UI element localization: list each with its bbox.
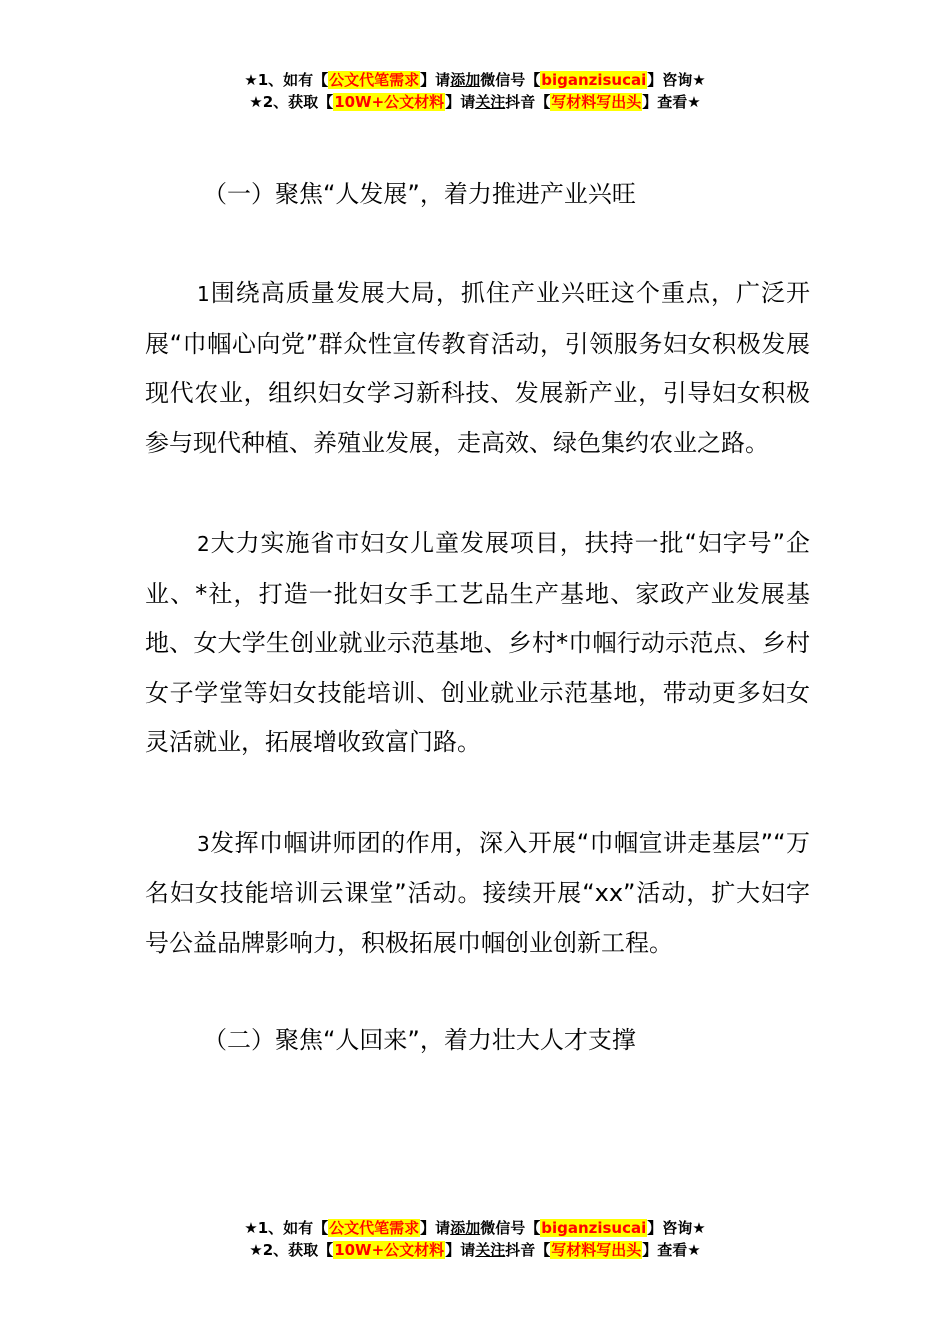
paragraph-3: 3发挥巾帼讲师团的作用，深入开展“巾帼宣讲走基层”“万名妇女技能培训云课堂”活动。接续开展“xx”活动，扩大妇字号公益品牌影响力，积极拓展巾帼创业创新工程。 — [145, 828, 810, 957]
banner-line-1: ★1、如有【公文代笔需求】请添加微信号【biganzisucai】咨询★ — [244, 71, 706, 89]
paragraph-number: 1 — [197, 282, 210, 306]
paragraph-number: 3 — [197, 831, 210, 856]
header-banner — [0, 69, 950, 113]
banner-highlight: 写材料写出头 — [551, 1241, 642, 1259]
banner-highlight: biganzisucai — [541, 1219, 647, 1237]
paragraph-number: 2 — [197, 532, 210, 556]
banner-line-2: ★2、获取【10W+公文材料】请关注抖音【写材料写出头】查看★ — [249, 93, 701, 111]
banner-highlight: 10W+公文材料 — [334, 1241, 445, 1259]
section-heading-1: （一）聚焦“人发展”，着力推进产业兴旺 — [203, 180, 636, 208]
banner-highlight: 写材料写出头 — [551, 93, 642, 111]
document-body — [145, 174, 810, 1060]
paragraph-1: 1围绕高质量发展大局，抓住产业兴旺这个重点，广泛开展“巾帼心向党”群众性宣传教育活动，引领服务妇女积极发展现代农业，组织妇女学习新科技、发展新产业，引导妇女积极参与现代种植、养殖业发展，走高效、绿色集约农业之路。 — [145, 279, 810, 457]
section-heading-2: （二）聚焦“人回来”，着力壮大人才支撑 — [203, 1026, 636, 1054]
banner-highlight: 10W+公文材料 — [334, 93, 445, 111]
paragraph-2: 2大力实施省市妇女儿童发展项目，扶持一批“妇字号”企业、*社，打造一批妇女手工艺品生产基地、家政产业发展基地、女大学生创业就业示范基地、乡村*巾帼行动示范点、乡村女子学堂等妇女技能培训、创业就业示范基地，带动更多妇女灵活就业，拓展增收致富门路。 — [145, 529, 810, 756]
banner-highlight: 公文代笔需求 — [329, 1219, 420, 1237]
banner-highlight: 公文代笔需求 — [329, 71, 420, 89]
footer-banner — [0, 1217, 950, 1261]
banner-line-1: ★1、如有【公文代笔需求】请添加微信号【biganzisucai】咨询★ — [244, 1219, 706, 1237]
banner-highlight: biganzisucai — [541, 71, 647, 89]
banner-line-2: ★2、获取【10W+公文材料】请关注抖音【写材料写出头】查看★ — [249, 1241, 701, 1259]
